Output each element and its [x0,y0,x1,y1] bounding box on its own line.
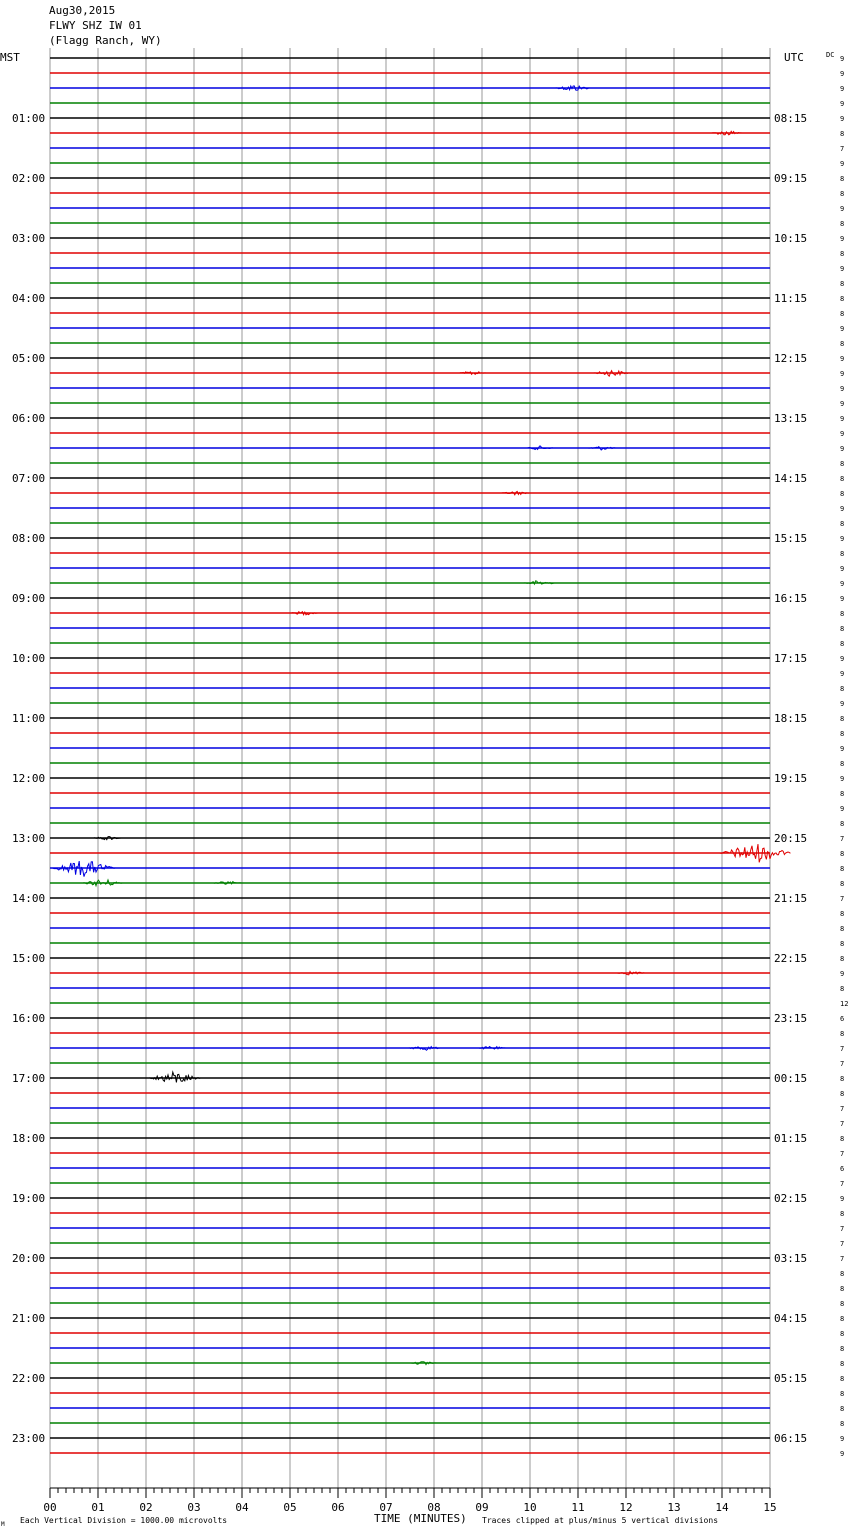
dc-offset-label: 8 [840,610,845,618]
dc-offset-label: 8 [840,1135,845,1143]
dc-offset-label: 8 [840,550,845,558]
dc-label: DC [826,51,835,59]
dc-offset-label: 8 [840,1030,845,1038]
x-tick-label: 08 [427,1501,441,1514]
dc-offset-label: 7 [840,1150,845,1158]
dc-offset-label: 8 [840,925,845,933]
hour-label-left: 21:00 [12,1312,46,1325]
x-axis [43,1488,776,1514]
x-tick-label: 03 [187,1501,201,1514]
dc-offset-label: 7 [840,1225,845,1233]
dc-offset-label: 8 [840,640,845,648]
hour-label-right: 23:15 [774,1012,808,1025]
hour-label-right: 21:15 [774,892,808,905]
hour-label-right: 19:15 [774,772,808,785]
dc-offset-label: 9 [840,205,845,213]
dc-offset-label: 8 [840,820,845,828]
dc-offset-label: 8 [840,985,845,993]
header-location: (Flagg Ranch, WY) [49,34,162,47]
seismic-event-trace [290,612,318,615]
dc-offset-label: 9 [840,1195,845,1203]
dc-offset-label: 9 [840,700,845,708]
dc-offset-label: 9 [840,100,845,108]
x-tick-label: 02 [139,1501,153,1514]
dc-offset-label: 9 [840,745,845,753]
dc-offset-label: 8 [840,520,845,528]
dc-offset-label: 9 [840,85,845,93]
dc-offset-label: 7 [840,835,845,843]
dc-offset-label: 9 [840,115,845,123]
dc-offset-label: 8 [840,130,845,138]
hour-label-left: 02:00 [12,172,46,185]
hour-label-left: 07:00 [12,472,46,485]
x-tick-label: 06 [331,1501,345,1514]
dc-offset-label: 6 [840,1015,845,1023]
hour-label-left: 04:00 [12,292,46,305]
dc-offset-label: 7 [840,895,845,903]
dc-offset-label: 8 [840,1345,845,1353]
hour-label-right: 10:15 [774,232,808,245]
hour-label-left: 14:00 [12,892,46,905]
hour-label-left: 20:00 [12,1252,46,1265]
dc-offset-label: 7 [840,1255,845,1263]
dc-offset-label: 8 [840,685,845,693]
hour-label-right: 12:15 [774,352,808,365]
hour-label-right: 05:15 [774,1372,808,1385]
dc-offset-label: 8 [840,910,845,918]
dc-offset-label: 8 [840,1270,845,1278]
x-tick-label: 07 [379,1501,393,1514]
dc-offset-label: 9 [840,415,845,423]
x-tick-label: 15 [763,1501,777,1514]
dc-offset-label: 9 [840,505,845,513]
hour-label-right: 15:15 [774,532,808,545]
x-tick-label: 10 [523,1501,537,1514]
hour-label-left: 16:00 [12,1012,46,1025]
dc-offset-label: 8 [840,310,845,318]
dc-offset-label: 9 [840,400,845,408]
dc-offset-label: 8 [840,1360,845,1368]
dc-offset-label: 9 [840,355,845,363]
dc-offset-label: 8 [840,1375,845,1383]
dc-offset-label: 8 [840,1285,845,1293]
hour-label-right: 03:15 [774,1252,808,1265]
dc-offset-label: 8 [840,1390,845,1398]
dc-offset-label: 8 [840,340,845,348]
seismic-event-trace [711,131,742,135]
hour-label-left: 18:00 [12,1132,46,1145]
hour-label-left: 15:00 [12,952,46,965]
minute-grid [50,48,770,1488]
hour-label-right: 11:15 [774,292,808,305]
dc-offset-label: 8 [840,1210,845,1218]
dc-offset-label: 8 [840,715,845,723]
dc-offset-label: 8 [840,955,845,963]
hour-label-left: 09:00 [12,592,46,605]
dc-offset-label: 9 [840,670,845,678]
dc-offset-label: 9 [840,805,845,813]
dc-offset-label: 7 [840,1240,845,1248]
dc-offset-label: 9 [840,655,845,663]
hour-label-right: 22:15 [774,952,808,965]
dc-offset-label: 8 [840,1315,845,1323]
dc-offset-label: 9 [840,160,845,168]
dc-offset-label: 8 [840,850,845,858]
hour-label-right: 00:15 [774,1072,808,1085]
dc-offset-label: 8 [840,1330,845,1338]
dc-offset-label: 9 [840,1450,845,1458]
hour-label-right: 04:15 [774,1312,808,1325]
dc-offset-label: 9 [840,565,845,573]
hour-label-left: 10:00 [12,652,46,665]
dc-offset-label: 8 [840,460,845,468]
dc-offset-label: 8 [840,175,845,183]
hour-label-right: 06:15 [774,1432,808,1445]
hour-label-left: 13:00 [12,832,46,845]
hour-label-right: 14:15 [774,472,808,485]
dc-offset-label: 9 [840,970,845,978]
dc-offset-label: 8 [840,1300,845,1308]
dc-offset-label: 7 [840,1180,845,1188]
dc-offset-label: 7 [840,1120,845,1128]
hour-label-left: 06:00 [12,412,46,425]
dc-offset-label: 8 [840,1420,845,1428]
dc-offset-label: 8 [840,730,845,738]
dc-offset-label: 9 [840,265,845,273]
corner-mark: M [1,1521,5,1528]
hour-label-left: 22:00 [12,1372,46,1385]
hour-label-left: 19:00 [12,1192,46,1205]
trace-rows [50,58,790,1453]
hour-label-left: 11:00 [12,712,46,725]
dc-offset-label: 9 [840,580,845,588]
hour-label-right: 16:15 [774,592,808,605]
hour-label-right: 09:15 [774,172,808,185]
dc-offset-label: 7 [840,1105,845,1113]
hour-label-right: 17:15 [774,652,808,665]
row-labels [12,55,848,1458]
dc-offset-label: 8 [840,250,845,258]
dc-offset-label: 6 [840,1165,845,1173]
dc-offset-label: 9 [840,445,845,453]
hour-label-right: 08:15 [774,112,808,125]
header-date: Aug30,2015 [49,4,116,17]
hour-label-left: 12:00 [12,772,46,785]
dc-offset-label: 8 [840,490,845,498]
x-tick-label: 09 [475,1501,489,1514]
left-zone-label: MST [0,51,20,64]
xaxis-label: TIME (MINUTES) [374,1512,467,1525]
hour-label-right: 13:15 [774,412,808,425]
hour-label-left: 03:00 [12,232,46,245]
hour-label-right: 18:15 [774,712,808,725]
header-station: FLWY SHZ IW 01 [49,19,142,32]
x-tick-label: 00 [43,1501,57,1514]
dc-offset-label: 9 [840,325,845,333]
dc-offset-label: 12 [840,1000,849,1008]
dc-offset-label: 9 [840,235,845,243]
dc-offset-label: 8 [840,1075,845,1083]
dc-offset-label: 8 [840,760,845,768]
dc-offset-label: 8 [840,1405,845,1413]
dc-offset-label: 9 [840,595,845,603]
seismic-event-trace [214,882,242,885]
dc-offset-label: 9 [840,70,845,78]
dc-offset-label: 9 [840,55,845,63]
dc-offset-label: 9 [840,385,845,393]
dc-offset-label: 8 [840,1090,845,1098]
dc-offset-label: 9 [840,535,845,543]
x-tick-label: 05 [283,1501,297,1514]
dc-offset-label: 9 [840,775,845,783]
dc-offset-label: 9 [840,370,845,378]
dc-offset-label: 7 [840,1060,845,1068]
dc-offset-label: 8 [840,295,845,303]
x-tick-label: 04 [235,1501,249,1514]
hour-label-left: 17:00 [12,1072,46,1085]
x-tick-label: 12 [619,1501,633,1514]
seismic-event-trace [52,861,116,877]
hour-label-right: 02:15 [774,1192,808,1205]
dc-offset-label: 8 [840,220,845,228]
x-tick-label: 13 [667,1501,681,1514]
x-tick-label: 14 [715,1501,729,1514]
hour-label-left: 01:00 [12,112,46,125]
clip-note: Traces clipped at plus/minus 5 vertical divisions [482,1516,719,1525]
hour-label-left: 23:00 [12,1432,46,1445]
x-tick-label: 11 [571,1501,585,1514]
hour-label-left: 08:00 [12,532,46,545]
dc-offset-label: 7 [840,1045,845,1053]
dc-offset-label: 8 [840,475,845,483]
dc-offset-label: 8 [840,625,845,633]
hour-label-right: 20:15 [774,832,808,845]
dc-offset-label: 8 [840,790,845,798]
dc-offset-label: 8 [840,280,845,288]
right-zone-label: UTC [784,51,804,64]
dc-offset-label: 8 [840,940,845,948]
dc-offset-label: 8 [840,190,845,198]
scale-note: Each Vertical Division = 1000.00 microvolts [20,1516,228,1525]
dc-offset-label: 9 [840,1435,845,1443]
dc-offset-label: 8 [840,880,845,888]
x-tick-label: 01 [91,1501,105,1514]
dc-offset-label: 7 [840,145,845,153]
hour-label-left: 05:00 [12,352,46,365]
dc-offset-label: 9 [840,430,845,438]
dc-offset-label: 8 [840,865,845,873]
hour-label-right: 01:15 [774,1132,808,1145]
